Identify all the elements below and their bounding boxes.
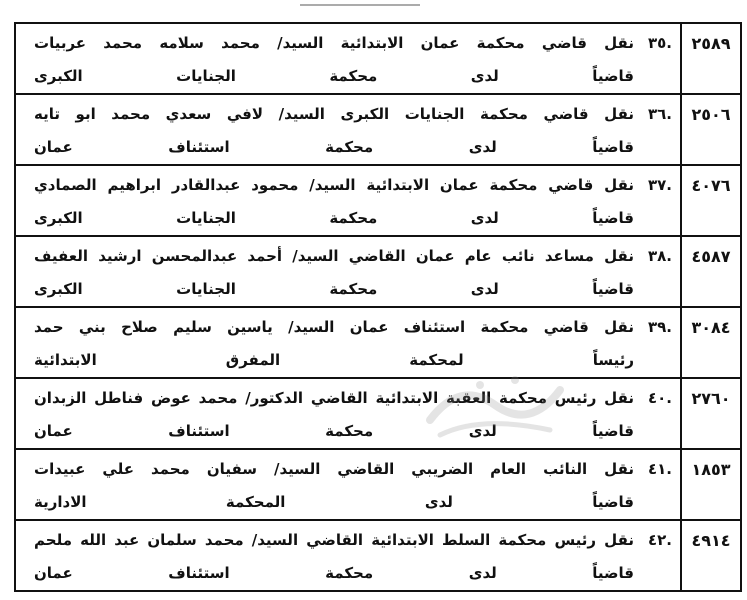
decision-text: نقل قاضي محكمة استئناف عمان السيد/ ياسين سليم صلاح بني حمد — [34, 318, 634, 336]
transfer-decisions-table — [14, 22, 742, 592]
decision-line-1 — [16, 27, 680, 60]
sequence-number: .٤٢ — [647, 531, 672, 549]
decision-text-cell — [15, 94, 681, 165]
decisions-table-body — [15, 23, 741, 591]
decision-text-cell — [15, 378, 681, 449]
destination-text: قاضياً لدى محكمة استئناف عمان — [34, 422, 634, 440]
sequence-number: .٣٩ — [647, 318, 672, 336]
sequence-number: .٣٥ — [647, 34, 672, 52]
file-number-cell: ٢٧٦٠ — [681, 378, 741, 449]
decision-line-2 — [16, 202, 680, 235]
decision-text-cell — [15, 23, 681, 94]
decision-text: نقل قاضي محكمة الجنايات الكبرى السيد/ لافي سعدي محمد ابو تايه — [34, 105, 634, 123]
decision-text: نقل مساعد نائب عام عمان القاضي السيد/ أحمد عبدالمحسن ارشيد العفيف — [34, 247, 634, 265]
destination-text: قاضياً لدى المحكمة الادارية — [34, 493, 634, 511]
file-number-cell: ٢٥٠٦ — [681, 94, 741, 165]
decision-line-1 — [16, 453, 680, 486]
file-number-cell: ٤٠٧٦ — [681, 165, 741, 236]
sequence-number: .٤١ — [647, 460, 672, 478]
decision-text: نقل النائب العام الضريبي القاضي السيد/ سفيان محمد علي عبيدات — [34, 460, 634, 478]
destination-text: قاضياً لدى محكمة استئناف عمان — [34, 138, 634, 156]
table-row — [15, 236, 741, 307]
top-scan-mark — [300, 0, 420, 6]
decision-line-2 — [16, 557, 680, 590]
destination-text: قاضياً لدى محكمة الجنايات الكبرى — [34, 209, 634, 227]
table-row — [15, 23, 741, 94]
sequence-number: .٣٦ — [647, 105, 672, 123]
decision-text-cell — [15, 449, 681, 520]
table-row — [15, 94, 741, 165]
table-row — [15, 307, 741, 378]
file-number-cell: ١٨٥٣ — [681, 449, 741, 520]
sequence-number: .٤٠ — [647, 389, 672, 407]
decision-text-cell — [15, 520, 681, 591]
decision-line-1 — [16, 240, 680, 273]
decision-text: نقل رئيس محكمة السلط الابتدائية القاضي السيد/ محمد سلمان عبد الله ملحم — [34, 531, 634, 549]
decision-line-2 — [16, 344, 680, 377]
destination-text: قاضياً لدى محكمة استئناف عمان — [34, 564, 634, 582]
decision-line-2 — [16, 486, 680, 519]
table-row — [15, 449, 741, 520]
decision-line-1 — [16, 169, 680, 202]
decision-line-1 — [16, 311, 680, 344]
file-number-cell: ٤٥٨٧ — [681, 236, 741, 307]
decision-text: نقل رئيس محكمة العقبة الابتدائية القاضي الدكتور/ محمد عوض فناطل الزبدان — [34, 389, 634, 407]
table-row — [15, 165, 741, 236]
decision-line-2 — [16, 131, 680, 164]
file-number-cell: ٤٩١٤ — [681, 520, 741, 591]
sequence-number: .٣٧ — [647, 176, 672, 194]
table-row — [15, 520, 741, 591]
decision-line-2 — [16, 60, 680, 93]
destination-text: قاضياً لدى محكمة الجنايات الكبرى — [34, 67, 634, 85]
sequence-number: .٣٨ — [647, 247, 672, 265]
decision-text-cell — [15, 165, 681, 236]
file-number-cell: ٣٠٨٤ — [681, 307, 741, 378]
decision-line-2 — [16, 415, 680, 448]
decision-line-1 — [16, 98, 680, 131]
table-row — [15, 378, 741, 449]
decision-text-cell — [15, 307, 681, 378]
destination-text: قاضياً لدى محكمة الجنايات الكبرى — [34, 280, 634, 298]
decision-text-cell — [15, 236, 681, 307]
decision-line-1 — [16, 382, 680, 415]
decision-line-1 — [16, 524, 680, 557]
decision-text: نقل قاضي محكمة عمان الابتدائية السيد/ محمود عبدالقادر ابراهيم الصمادي — [34, 176, 634, 194]
file-number-cell: ٢٥٨٩ — [681, 23, 741, 94]
destination-text: رئيساً لمحكمة المفرق الابتدائية — [34, 351, 634, 369]
decision-line-2 — [16, 273, 680, 306]
decision-text: نقل قاضي محكمة عمان الابتدائية السيد/ محمد سلامه محمد عربيات — [34, 34, 634, 52]
